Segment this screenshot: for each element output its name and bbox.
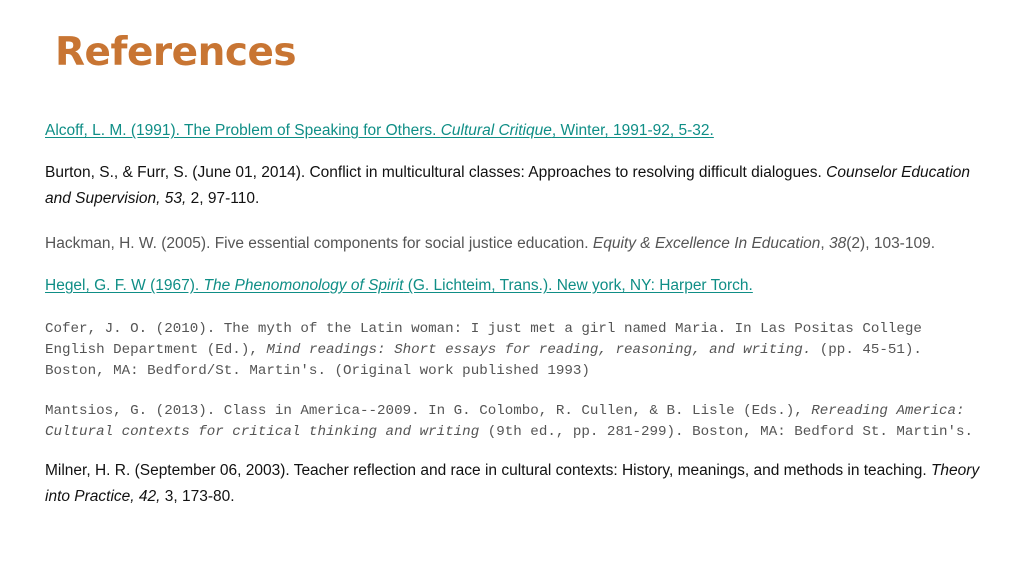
slide-title: References xyxy=(55,30,297,75)
reference-mantsios xyxy=(45,401,985,443)
reference-text: 3, 173-80. xyxy=(160,488,235,505)
reference-text: Hackman, H. W. (2005). Five essential components for social justice education. xyxy=(45,235,593,252)
reference-text: Hegel, G. F. W (1967). xyxy=(45,277,204,294)
reference-text: , xyxy=(820,235,830,252)
reference-italic: Mind readings: Short essays for reading, reasoning, and writing. xyxy=(266,342,812,358)
reference-italic: The Phenomonology of Spirit xyxy=(203,277,404,294)
reference-text: Cofer, J. O. (2010). The myth of the Latin woman: I just met a girl named Maria. In Las Positas College English Department (Ed.), xyxy=(45,321,922,358)
reference-italic: Theory into Practice, 42, xyxy=(45,462,980,505)
reference-hackman xyxy=(45,231,985,257)
reference-text: (G. Lichteim, Trans.). New york, NY: Harper Torch. xyxy=(403,277,753,294)
reference-italic: Rereading America: Cultural contexts for critical thinking and writing xyxy=(45,403,965,440)
reference-text: (pp. 45-51). Boston, MA: Bedford/St. Martin's. (Original work published 1993) xyxy=(45,342,922,379)
references-list xyxy=(45,118,985,510)
reference-text: (2), 103-109. xyxy=(846,235,936,252)
reference-hegel-link[interactable] xyxy=(45,273,985,299)
reference-text: , Winter, 1991-92, 5-32. xyxy=(551,122,714,139)
reference-text: 2, 97-110. xyxy=(186,190,260,207)
reference-text: Mantsios, G. (2013). Class in America--2009. In G. Colombo, R. Cullen, & B. Lisle (Eds.), xyxy=(45,403,812,419)
reference-italic: 38 xyxy=(829,235,847,252)
reference-italic: Equity & Excellence In Education xyxy=(592,235,821,252)
reference-text: (9th ed., pp. 281-299). Boston, MA: Bedford St. Martin's. xyxy=(479,424,974,440)
reference-burton xyxy=(45,160,985,212)
reference-milner xyxy=(45,458,985,510)
reference-text: Milner, H. R. (September 06, 2003). Teacher reflection and race in cultural contexts: History, meanings, and methods in teaching. xyxy=(45,462,931,479)
reference-text: Burton, S., & Furr, S. (June 01, 2014). Conflict in multicultural classes: Approaches to resolving difficult dialogues. xyxy=(45,164,827,181)
reference-cofer xyxy=(45,319,985,382)
reference-text: Alcoff, L. M. (1991). The Problem of Speaking for Others. xyxy=(45,122,441,139)
reference-italic: Counselor Education and Supervision, 53, xyxy=(45,164,971,207)
reference-italic: Cultural Critique xyxy=(440,122,552,139)
reference-alcoff-link[interactable] xyxy=(45,118,985,144)
